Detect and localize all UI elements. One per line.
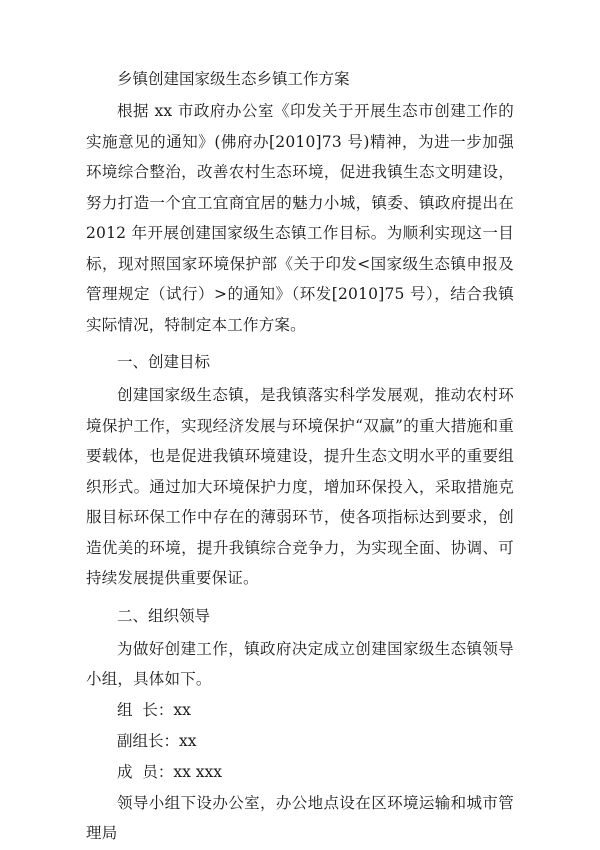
member-members: 成 员：xx xxx (117, 762, 222, 781)
goal-paragraph: 创建国家级生态镇，是我镇落实科学发展观，推动农村环境保护工作，实现经济发展与环境保护“双赢”的重大措施和重要载体，也是促进我镇环境建设，提升生态文明水平的重要组织形式。通过加大环境保护力度，增加环保投入，采取措施克服目标环保工作中存在的薄弱环节，使各项指标达到要求，创造优美的环境，提升我镇综合竞争力，为实现全面、协调、可持续发展提供重要保证。 (86, 386, 514, 587)
section-heading-organization: 二、组织领导 (117, 606, 211, 625)
closing-paragraph: 领导小组下设办公室，办公地点设在区环境运输和城市管理局 (86, 793, 514, 842)
document-title: 乡镇创建国家级生态乡镇工作方案 (117, 70, 350, 88)
member-deputy-leader: 副组长：xx (117, 731, 197, 750)
section-heading-goal: 一、创建目标 (117, 353, 211, 371)
organization-paragraph: 为做好创建工作，镇政府决定成立创建国家级生态镇领导小组，具体如下。 (86, 639, 514, 688)
intro-paragraph: 根据 xx 市政府办公室《印发关于开展生态市创建工作的实施意见的通知》(佛府办[2010]73 号)精神，为进一步加强环境综合整治，改善农村生态环境，促进我镇生态文明建设，努力打造一个宜工宜商宜居的魅力小城，镇委、镇政府提出在 2012 年开展创建国家级生态镇工作目标。为顺利实现这一目标，现对照国家环境保护部《关于印发<国家级生态镇申报及管理规定（试行）>的通知》（环发[2010]75 号），结合我镇实际情况，特制定本工作方案。 (86, 102, 514, 334)
member-leader: 组 长：xx (117, 700, 191, 719)
